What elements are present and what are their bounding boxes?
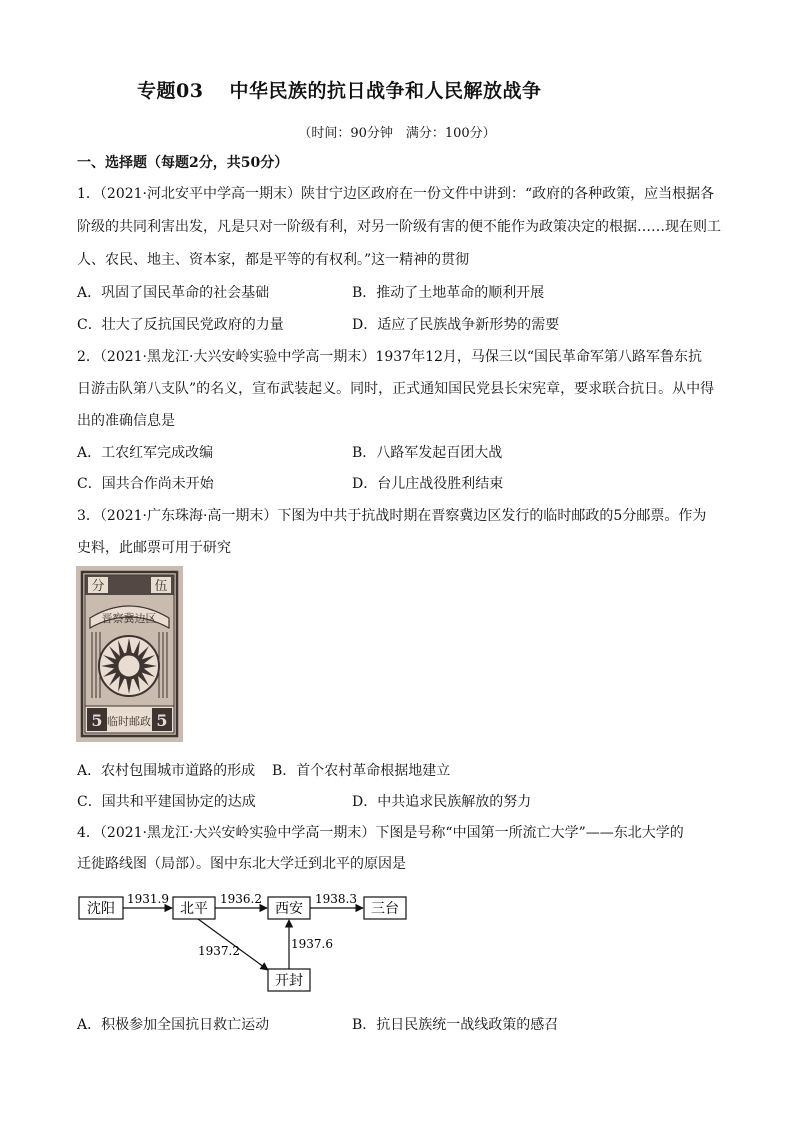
section-title: 一、选择题（每题2分，共50分） — [77, 155, 289, 171]
topic-label: 专题03 — [137, 80, 204, 102]
q3-line-1: 3．（2021·广东珠海·高一期末）下图为中共于抗战时期在晋察冀边区发行的临时邮政的5分邮票。作为 — [77, 508, 707, 524]
q3-option-c[interactable]: C．国共和平建国协定的达成 — [77, 794, 256, 810]
q2-line-1: 2．（2021·黑龙江·大兴安岭实验中学高一期末）1937年12月，马保三以“国民革命军第八路军鲁东抗 — [77, 349, 703, 365]
q2-line-2: 日游击队第八支队”的名义，宣布武装起义。同时，正式通知国民党县长宋宪章，要求联合抗日。从中得 — [77, 381, 715, 397]
topic-title: 中华民族的抗日战争和人民解放战争 — [229, 80, 542, 102]
q1-option-a[interactable]: A．巩固了国民革命的社会基础 — [77, 285, 270, 301]
node-santai — [364, 897, 406, 919]
edge-label-1931-9: 1931.9 — [127, 892, 169, 906]
q2-option-c[interactable]: C．国共合作尚未开始 — [77, 476, 214, 492]
q2-option-b[interactable]: B．八路军发起百团大战 — [352, 445, 503, 461]
q2-option-a[interactable]: A．工农红军完成改编 — [77, 445, 214, 461]
q1-line-3: 人、农民、地主、资本家，都是平等的有权利。”这一精神的贯彻 — [77, 252, 470, 268]
edge-label-1936-2: 1936.2 — [220, 892, 262, 906]
q3-option-a[interactable]: A．农村包围城市道路的形成 — [77, 763, 256, 779]
q4-line-1: 4．（2021·黑龙江·大兴安岭实验中学高一期末）下图是号称“中国第一所流亡大学”——东北大学的 — [77, 825, 684, 841]
stamp-region-text: 晋察冀边区 — [101, 612, 157, 625]
node-beiping — [173, 897, 215, 919]
q4-line-2: 迁徙路线图（局部）。图中东北大学迁到北平的原因是 — [77, 856, 406, 872]
q4-option-a[interactable]: A．积极参加全国抗日救亡运动 — [77, 1017, 270, 1033]
edge-label-1937-6: 1937.6 — [291, 937, 333, 951]
stamp-image — [76, 566, 183, 742]
stamp-value-left: 5 — [91, 711, 103, 730]
q2-line-3: 出的准确信息是 — [77, 413, 175, 429]
q4-option-b[interactable]: B．抗日民族统一战线政策的感召 — [352, 1017, 559, 1033]
q1-option-c[interactable]: C．壮大了反抗国民党政府的力量 — [77, 317, 284, 333]
svg-text:沈阳: 沈阳 — [87, 901, 115, 917]
exam-info: （时间：90分钟 满分：100分） — [298, 126, 496, 141]
svg-text:西安: 西安 — [275, 901, 303, 917]
edge-label-1938-3: 1938.3 — [315, 892, 357, 906]
svg-text:三台: 三台 — [371, 901, 399, 917]
node-xian — [268, 897, 310, 919]
stamp-value-right: 5 — [156, 711, 168, 730]
q3-options-row-1 — [77, 760, 255, 780]
q1-line-1: 1．（2021·河北安平中学高一期末）陕甘宁边区政府在一份文件中讲到：“政府的各种政策，应当根据各 — [77, 186, 715, 202]
stamp-top-right-char: 伍 — [154, 579, 168, 594]
edge-label-1937-2: 1937.2 — [198, 944, 240, 958]
node-shenyang — [79, 897, 123, 919]
q3-line-2: 史料，此邮票可用于研究 — [77, 540, 231, 556]
svg-text:开封: 开封 — [275, 973, 303, 989]
q2-option-d[interactable]: D．台儿庄战役胜利结束 — [352, 476, 504, 492]
q1-line-2: 阶级的共同利害出发，凡是只对一阶级有利，对另一阶级有害的便不能作为政策决定的根据……现在则工 — [77, 219, 721, 235]
stamp-top-left-char: 分 — [91, 579, 105, 594]
q1-option-b[interactable]: B．推动了土地革命的顺利开展 — [352, 285, 545, 301]
q3-option-b[interactable]: B．首个农村革命根据地建立 — [272, 763, 451, 779]
page-title — [137, 76, 541, 103]
migration-route-diagram — [76, 880, 416, 995]
stamp-bottom-text: 临时邮政 — [107, 715, 151, 728]
node-kaifeng — [268, 969, 310, 991]
q3-option-d[interactable]: D．中共追求民族解放的努力 — [352, 794, 532, 810]
q1-option-d[interactable]: D．适应了民族战争新形势的需要 — [352, 317, 560, 333]
svg-text:北平: 北平 — [180, 901, 208, 917]
